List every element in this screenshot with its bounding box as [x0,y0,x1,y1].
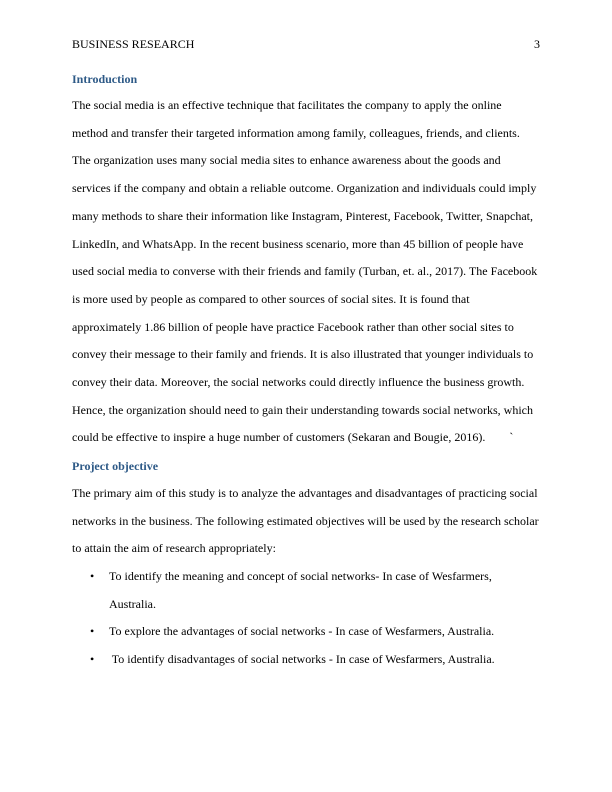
paragraph-line: Hence, the organization should need to gain their understanding towards social networks, which [72,402,533,417]
list-item-text [72,618,542,646]
list-item-text [72,646,542,674]
paragraph-line: method and transfer their targeted information among family, colleagues, friends, and clients. [72,125,520,140]
introduction-heading: Introduction [72,72,138,86]
paragraph-line: is more used by people as compared to other sources of social sites. It is found that [72,291,470,306]
paragraph-line: to attain the aim of research appropriately: [72,541,276,556]
project-objective-heading: Project objective [72,459,159,473]
bullet-icon: • [90,569,95,583]
objective-bullet-list [72,563,542,674]
running-head: BUSINESS RESEARCH [72,37,195,51]
list-item [72,563,542,618]
bullet-icon: • [90,652,95,667]
list-item-line: To identify the meaning and concept of social networks- In case of Wesfarmers, [109,569,492,583]
page-header [72,36,540,52]
introduction-paragraph [72,92,542,452]
paragraph-line: convey their data. Moreover, the social networks could directly influence the business growth. [72,375,525,390]
paragraph-line: convey their message to their family and friends. It is also illustrated that younger individuals to [72,347,534,362]
list-item-line: Australia. [109,596,156,611]
paragraph-line: approximately 1.86 billion of people have practice Facebook rather than other social sites to [72,319,514,334]
list-item [72,646,542,674]
list-item [72,618,542,646]
paragraph-line: many methods to share their information like Instagram, Pinterest, Facebook, Twitter, Snapchat, [72,208,534,223]
list-item-line: To identify disadvantages of social networks - In case of Wesfarmers, Australia. [109,652,495,667]
paragraph-line: networks in the business. The following estimated objectives will be used by the research scholar [72,513,539,528]
paragraph-line: services if the company and obtain a reliable outcome. Organization and individuals could imply [72,181,537,196]
bullet-icon: • [90,624,95,639]
paragraph-line: could be effective to inspire a huge number of customers (Sekaran and Bougie, 2016). ` [72,430,514,445]
list-item-text [72,563,542,618]
paragraph-line: used social media to converse with their friends and family (Turban, et. al., 2017). The Facebook [72,264,538,279]
paragraph-line: The organization uses many social media sites to enhance awareness about the goods and [72,153,501,168]
objective-paragraph [72,480,542,563]
list-item-line: To explore the advantages of social networks - In case of Wesfarmers, Australia. [109,624,495,639]
paragraph-line: The social media is an effective technique that facilitates the company to apply the online [72,98,502,112]
paragraph-line: LinkedIn, and WhatsApp. In the recent business scenario, more than 45 billion of people have [72,236,524,251]
paragraph-line: The primary aim of this study is to analyze the advantages and disadvantages of practicing social [72,486,538,500]
page-number: 3 [534,37,540,51]
